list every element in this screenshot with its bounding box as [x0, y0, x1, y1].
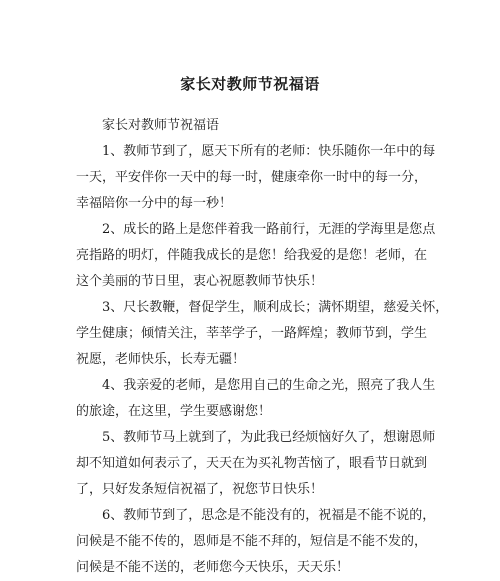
- paragraph-line: 5、教师节马上就到了，为此我已经烦恼好久了，想谢恩师: [102, 430, 436, 445]
- paragraph-line: 幸福陪你一分中的每一秒！: [76, 196, 233, 211]
- paragraph-line: 祝愿，老师快乐，长寿无疆！: [76, 352, 246, 367]
- paragraph-line: 了，只好发条短信祝福了，祝您节日快乐！: [76, 482, 324, 497]
- document-body: [76, 113, 449, 581]
- paragraph-line: 问候是不能不传的，恩师是不能不拜的，短信是不能不发的，: [76, 534, 428, 549]
- paragraph-line: 问候是不能不送的，老师您今天快乐，天天乐！: [76, 560, 350, 575]
- paragraph-line: 却不知道如何表示了，天天在为买礼物苦恼了，眼看节日就到: [76, 456, 428, 471]
- paragraph-line: 亮指路的明灯，伴随我成长的是您！给我爱的是您！老师，在: [76, 248, 428, 263]
- document-subtitle: 家长对教师节祝福语: [102, 118, 220, 133]
- paragraph-6: [76, 503, 436, 581]
- paragraph-5: [76, 425, 436, 503]
- paragraph-line: 这个美丽的节日里，衷心祝愿教师节快乐！: [76, 274, 324, 289]
- paragraph-line: 3、尺长教鞭，督促学生，顺利成长；满怀期望，慈爱关怀，: [102, 300, 449, 315]
- paragraph-1: [76, 139, 436, 217]
- paragraph-4: [76, 373, 436, 425]
- paragraph-line: 4、我亲爱的老师，是您用自己的生命之光，照亮了我人生: [102, 378, 436, 393]
- paragraph-2: [76, 217, 436, 295]
- paragraph-line: 1、教师节到了，愿天下所有的老师：快乐随你一年中的每: [102, 144, 436, 159]
- paragraph-line: 6、教师节到了，思念是不能没有的，祝福是不能不说的，: [102, 508, 436, 523]
- paragraph-line: 一天，平安伴你一天中的每一时，健康牵你一时中的每一分，: [76, 170, 428, 185]
- paragraph-line: 2、成长的路上是您伴着我一路前行，无涯的学海里是您点: [102, 222, 436, 237]
- paragraph-3: [76, 295, 449, 373]
- document-title: 家长对教师节祝福语: [180, 75, 320, 93]
- paragraph-line: 学生健康；倾情关注，莘莘学子，一路辉煌；教师节到，学生: [76, 326, 428, 341]
- paragraph-line: 的旅途，在这里，学生要感谢您！: [76, 404, 272, 419]
